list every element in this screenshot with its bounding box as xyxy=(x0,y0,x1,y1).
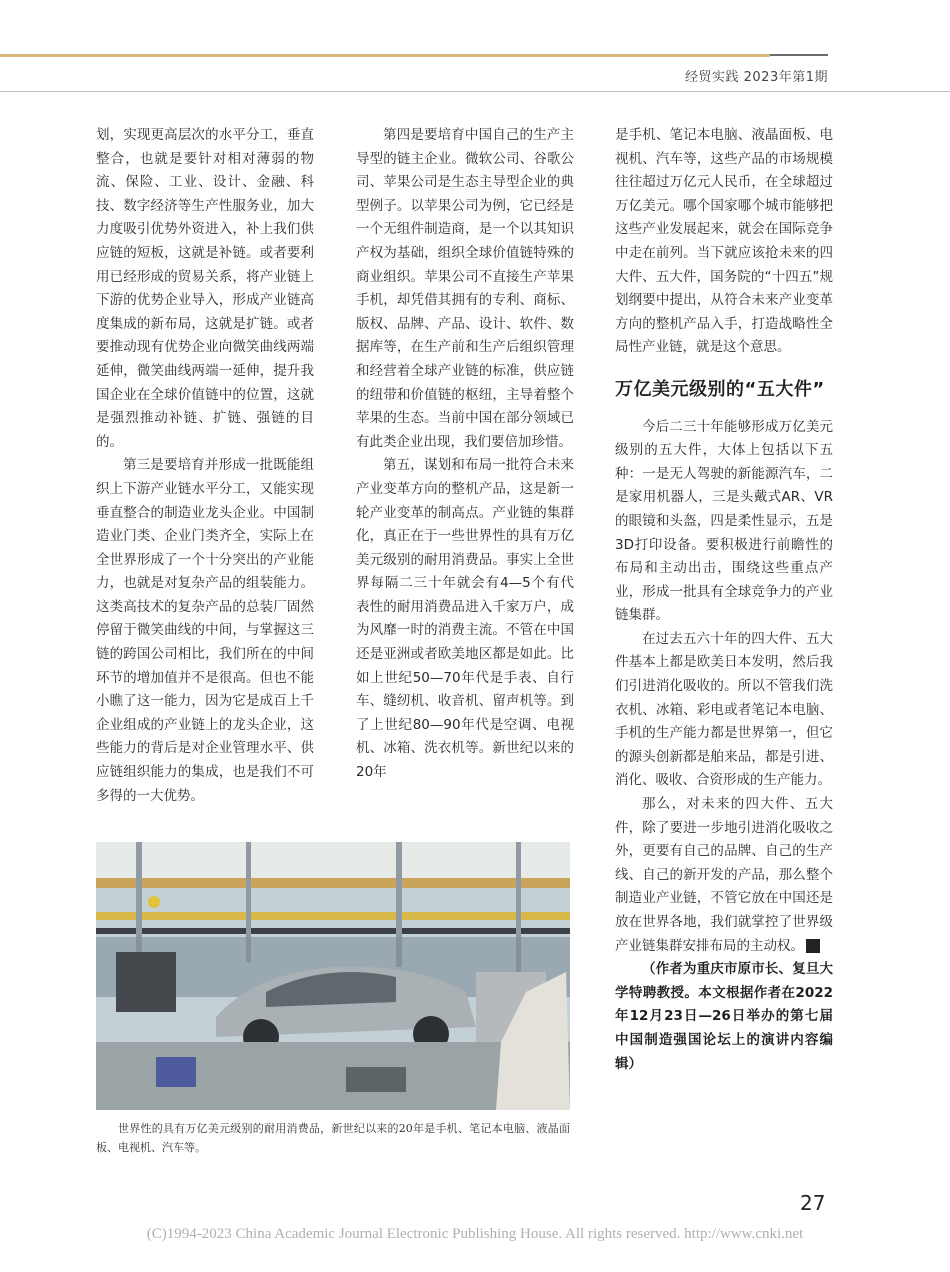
running-head: 经贸实践 2023年第1期 xyxy=(685,70,828,85)
text-column-2 xyxy=(356,124,574,785)
figure-caption: 世界性的具有万亿美元级别的耐用消费品，新世纪以来的20年是手机、笔记本电脑、液晶面板、电视机、汽车等。 xyxy=(96,1122,570,1154)
author-byline: （作者为重庆市原市长、复旦大学特聘教授。本文根据作者在2022年12月23日—26日举办的第七届中国制造强国论坛上的演讲内容编辑） xyxy=(615,961,833,1072)
paragraph xyxy=(615,793,843,958)
copyright-notice: (C)1994-2023 China Academic Journal Electronic Publishing House. All rights reserved. http://www.cnki.net xyxy=(146,1226,804,1242)
paragraph: 第三是要培育并形成一批既能组织上下游产业链水平分工，又能实现垂直整合的制造业龙头企业。中国制造业门类、企业门类齐全，实际上在全世界形成了一个十分突出的产业能力，也就是对复杂产品的组装能力。这类高技术的复杂产品的总装厂固然停留于微笑曲线的中间，与掌握这三链的跨国公司相比，我们所在的中间环节的增加值并不是很高。但也不能小瞧了这一能力，因为它是成百上千企业组成的产业链上的龙头企业，这些能力的背后是对企业管理水平、供应链组织能力的集成，也是我们不可多得的一大优势。 xyxy=(96,457,314,804)
section-heading: 万亿美元级别的“五大件” xyxy=(615,378,825,400)
end-of-article-icon: 经 xyxy=(806,939,820,953)
header-divider xyxy=(0,91,950,92)
page-number: 27 xyxy=(800,1191,826,1215)
text-column-3 xyxy=(615,124,843,1076)
paragraph: 划，实现更高层次的水平分工，垂直整合，也就是要针对相对薄弱的物流、保险、工业、设计、金融、科技、数字经济等生产性服务业，加大力度吸引优势外资进入，补上我们供应链的短板，这就是补链。或者要利用已经形成的贸易关系，将产业链上下游的优势企业导入，形成产业链高度集成的新布局，这就是扩链。或者要推动现有优势企业向微笑曲线两端延伸，微笑曲线两端一延伸，提升我国企业在全球价值链中的位置，这就是强烈推动补链、扩链、强链的目的。 xyxy=(96,127,314,450)
factory-photo xyxy=(96,842,570,1110)
header-accent-rule xyxy=(0,54,770,57)
header-dark-rule xyxy=(770,54,828,56)
paragraph: 今后二三十年能够形成万亿美元级别的五大件，大体上包括以下五种：一是无人驾驶的新能源汽车，二是家用机器人，三是头戴式AR、VR的眼镜和头盔，四是柔性显示，五是3D打印设备。要积极进行前瞻性的布局和主动出击，围绕这些重点产业，形成一批具有全球竞争力的产业链集群。 xyxy=(615,418,833,624)
paragraph: 在过去五六十年的四大件、五大件基本上都是欧美日本发明，然后我们引进消化吸收的。所以不管我们洗衣机、冰箱、彩电或者笔记本电脑、手机的生产能力都是世界第一，但它的源头创新都是舶来品，都是引进、消化、吸收、合资形成的生产能力。 xyxy=(615,630,833,789)
paragraph-text: 那么，对未来的四大件、五大件，除了要进一步地引进消化吸收之外，更要有自己的品牌、自己的生产线、自己的新开发的产品，那么整个制造业产业链，不管它放在中国还是放在世界各地，我们就掌控了世界级产业链集群安排布局的主动权。 xyxy=(615,796,833,954)
paragraph: 第五，谋划和布局一批符合未来产业变革方向的整机产品，这是新一轮产业变革的制高点。产业链的集群化，真正在于一些世界性的具有万亿美元级别的耐用消费品。事实上全世界每隔二三十年就会有4—5个有代表性的耐用消费品进入千家万户，成为风靡一时的消费主流。不管在中国还是亚洲或者欧美地区都是如此。比如上世纪50—70年代是手表、自行车、缝纫机、收音机、留声机等。到了上世纪80—90年代是空调、电视机、冰箱、洗衣机等。新世纪以来的20年 xyxy=(356,457,574,781)
paragraph: 是手机、笔记本电脑、液晶面板、电视机、汽车等，这些产品的市场规模往往超过万亿元人民币，在全球超过万亿美元。哪个国家哪个城市能够把这些产业发展起来，就会在国际竞争中走在前列。当下就应该抢未来的四大件、五大件，国务院的“十四五”规划纲要中提出，从符合未来产业变革方向的整机产品入手，打造战略性全局性产业链，就是这个意思。 xyxy=(615,127,833,356)
car-assembly-line-illustration xyxy=(96,842,570,1110)
text-column-1 xyxy=(96,124,314,808)
paragraph: 第四是要培育中国自己的生产主导型的链主企业。微软公司、谷歌公司、苹果公司是生态主导型企业的典型例子。以苹果公司为例，它已经是一个无组件制造商，是一个以其知识产权为基础，组织全球价值链特殊的商业组织。苹果公司不直接生产苹果手机，却凭借其拥有的专利、商标、版权、品牌、产品、设计、软件、数据库等，在生产前和生产后组织管理和经营着全球产业链的标准，供应链的纽带和价值链的枢纽，主导着整个苹果的生态。当前中国在部分领域已有此类企业出现，我们要倍加珍惜。 xyxy=(356,127,574,450)
